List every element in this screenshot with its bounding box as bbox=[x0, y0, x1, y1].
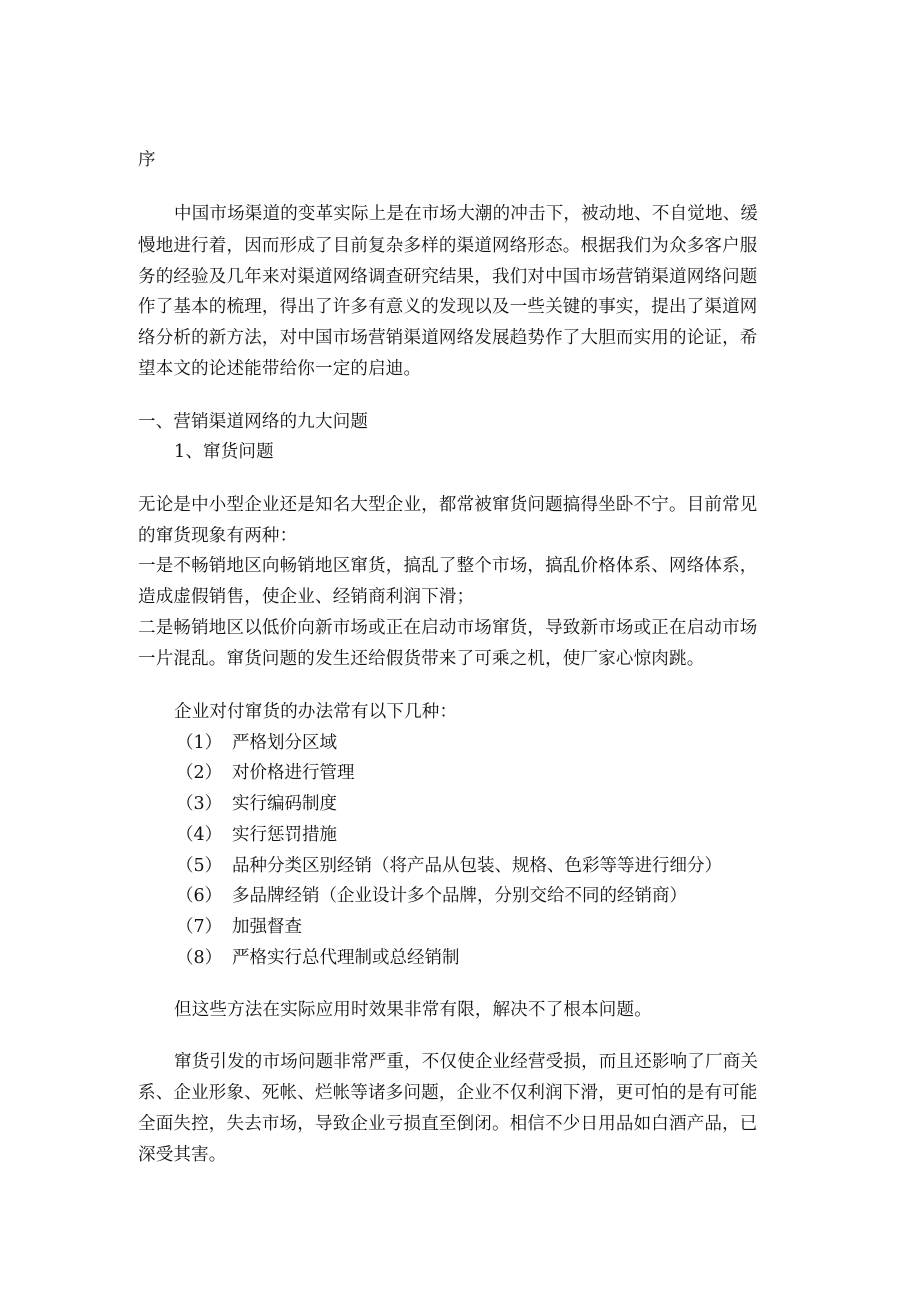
list-item bbox=[176, 793, 337, 815]
list-number: （3） bbox=[176, 794, 223, 814]
list-number: （8） bbox=[176, 948, 223, 968]
list-text: 实行惩罚措施 bbox=[232, 825, 337, 845]
paragraph-line: 造成虚假销售，使企业、经销商利润下滑； bbox=[138, 587, 475, 607]
list-number: （5） bbox=[176, 856, 223, 876]
list-item bbox=[176, 947, 460, 969]
paragraph-line: 一片混乱。窜货问题的发生还给假货带来了可乘之机，使厂家心惊肉跳。 bbox=[138, 649, 705, 669]
list-item bbox=[176, 762, 355, 784]
limitation-paragraph: 但这些方法在实际应用时效果非常有限，解决不了根本问题。 bbox=[174, 1000, 652, 1020]
paragraph-line: 望本文的论述能带给你一定的启迪。 bbox=[138, 359, 422, 379]
paragraph-line: 无论是中小型企业还是知名大型企业，都常被窜货问题搞得坐卧不宁。目前常见 bbox=[138, 495, 758, 515]
paragraph-line: 务的经验及几年来对渠道网络调查研究结果，我们对中国市场营销渠道网络问题 bbox=[138, 267, 758, 287]
list-text: 品种分类区别经销（将产品从包装、规格、色彩等等进行细分） bbox=[232, 856, 722, 876]
paragraph-line: 络分析的新方法，对中国市场营销渠道网络发展趋势作了大胆而实用的论证，希 bbox=[138, 328, 758, 348]
list-text: 实行编码制度 bbox=[232, 794, 337, 814]
paragraph-line: 一是不畅销地区向畅销地区窜货，搞乱了整个市场，搞乱价格体系、网络体系， bbox=[138, 556, 758, 576]
list-item bbox=[176, 732, 337, 754]
list-item bbox=[176, 855, 722, 877]
list-item bbox=[176, 824, 337, 846]
paragraph-line: 中国市场渠道的变革实际上是在市场大潮的冲击下，被动地、不自觉地、缓 bbox=[174, 204, 759, 224]
paragraph-line: 作了基本的梳理，得出了许多有意义的发现以及一些关键的事实，提出了渠道网 bbox=[138, 297, 758, 317]
list-text: 严格实行总代理制或总经销制 bbox=[232, 948, 460, 968]
list-item bbox=[176, 916, 302, 938]
list-number: （6） bbox=[176, 886, 223, 906]
preface-title: 序 bbox=[138, 150, 156, 170]
list-text: 严格划分区域 bbox=[232, 733, 337, 753]
subsection-heading: 1、窜货问题 bbox=[174, 442, 274, 462]
paragraph-line: 全面失控，失去市场，导致企业亏损直至倒闭。相信不少日用品如白酒产品，已 bbox=[138, 1114, 758, 1134]
list-number: （7） bbox=[176, 917, 223, 937]
methods-intro: 企业对付窜货的办法常有以下几种： bbox=[174, 702, 458, 722]
list-text: 对价格进行管理 bbox=[232, 763, 355, 783]
paragraph-line: 二是畅销地区以低价向新市场或正在启动市场窜货，导致新市场或正在启动市场 bbox=[138, 618, 758, 638]
paragraph-line: 深受其害。 bbox=[138, 1145, 227, 1165]
list-number: （1） bbox=[176, 733, 223, 753]
section-heading: 一、营销渠道网络的九大问题 bbox=[138, 412, 369, 432]
paragraph-line: 慢地进行着，因而形成了目前复杂多样的渠道网络形态。根据我们为众多客户服 bbox=[138, 236, 758, 256]
list-text: 多品牌经销（企业设计多个品牌，分别交给不同的经销商） bbox=[232, 886, 687, 906]
list-item bbox=[176, 885, 687, 907]
paragraph-line: 系、企业形象、死帐、烂帐等诸多问题，企业不仅利润下滑，更可怕的是有可能 bbox=[138, 1083, 758, 1103]
list-number: （2） bbox=[176, 763, 223, 783]
paragraph-line: 的窜货现象有两种： bbox=[138, 526, 298, 546]
list-number: （4） bbox=[176, 825, 223, 845]
list-text: 加强督查 bbox=[232, 917, 302, 937]
paragraph-line: 窜货引发的市场问题非常严重，不仅使企业经营受损，而且还影响了厂商关 bbox=[174, 1052, 759, 1072]
